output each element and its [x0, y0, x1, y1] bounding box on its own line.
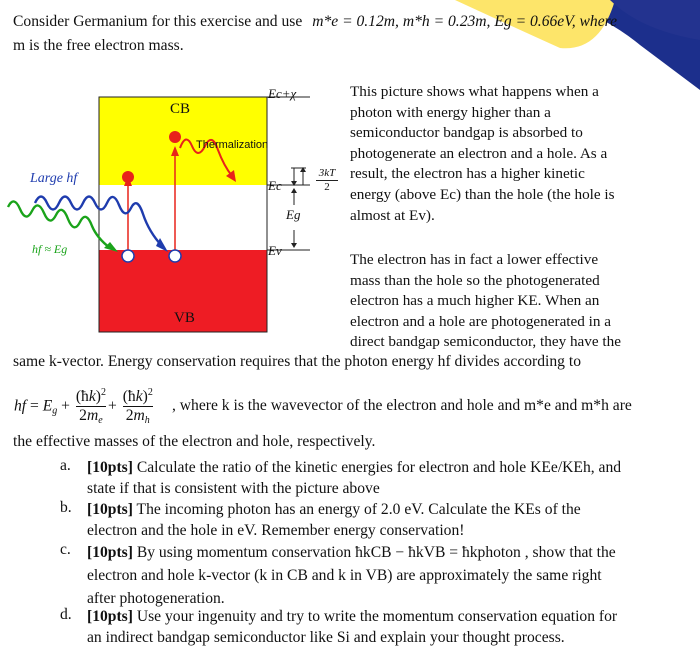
thermalization-label: Thermalization: [196, 139, 269, 151]
bandgap-region: [99, 185, 267, 250]
electron-low: [122, 171, 134, 183]
intro-line-2: m is the free electron mass.: [13, 37, 184, 54]
eg-arrow-down-head: [291, 243, 297, 248]
ec-label: Ec: [268, 178, 282, 193]
same-k-line: same k-vector. Energy conservation requires that the photon energy hf divides according to: [13, 353, 581, 370]
explanation-paragraph-1: This picture shows what happens when a photon with energy higher than a semiconductor bandgap is absorbed to photogenerate an electron and a hole. As a result, the electron has a higher kinetic energy (above Ec) than the hole (the hole is almost at Ev).: [350, 83, 615, 224]
kt-fraction: 3kT 2: [316, 167, 338, 194]
energy-equation: hf = $E_g$ + $\frac{(ħk)^2}{2m_e}$ + $\frac{(ħk)^2}{2m_h}$: [14, 384, 155, 430]
ec-chi-label: Ec+χ: [268, 86, 297, 101]
hole-right: [169, 250, 181, 262]
equation-tail: , where k is the wavevector of the electron and hole and m*e and m*h are: [172, 397, 632, 414]
large-hf-label: Large hf: [30, 171, 78, 186]
effective-masses-line: the effective masses of the electron and hole, respectively.: [13, 433, 376, 450]
ev-label: Ev: [268, 243, 282, 258]
electron-high: [169, 131, 181, 143]
intro-line-1: Consider Germanium for this exercise and use m*e = 0.12m, m*h = 0.23m, Eg = 0.66eV, where: [13, 13, 618, 30]
hf-eg-label: hf ≈ Eg: [32, 242, 68, 256]
explanation-paragraph-2: The electron has in fact a lower effective mass than the hole so the photogenerated electron has a much higher KE. When an electron and a hole are photogenerated in a direct bandgap semiconductor, they have the: [350, 251, 621, 351]
hole-left: [122, 250, 134, 262]
eg-label: Eg: [286, 207, 301, 222]
vb-label: VB: [174, 310, 195, 326]
cb-label: CB: [170, 101, 191, 117]
eg-arrow-up-head: [291, 188, 297, 193]
mass-expression: m*e = 0.12m, m*h = 0.23m, Eg = 0.66eV, where: [312, 13, 618, 30]
